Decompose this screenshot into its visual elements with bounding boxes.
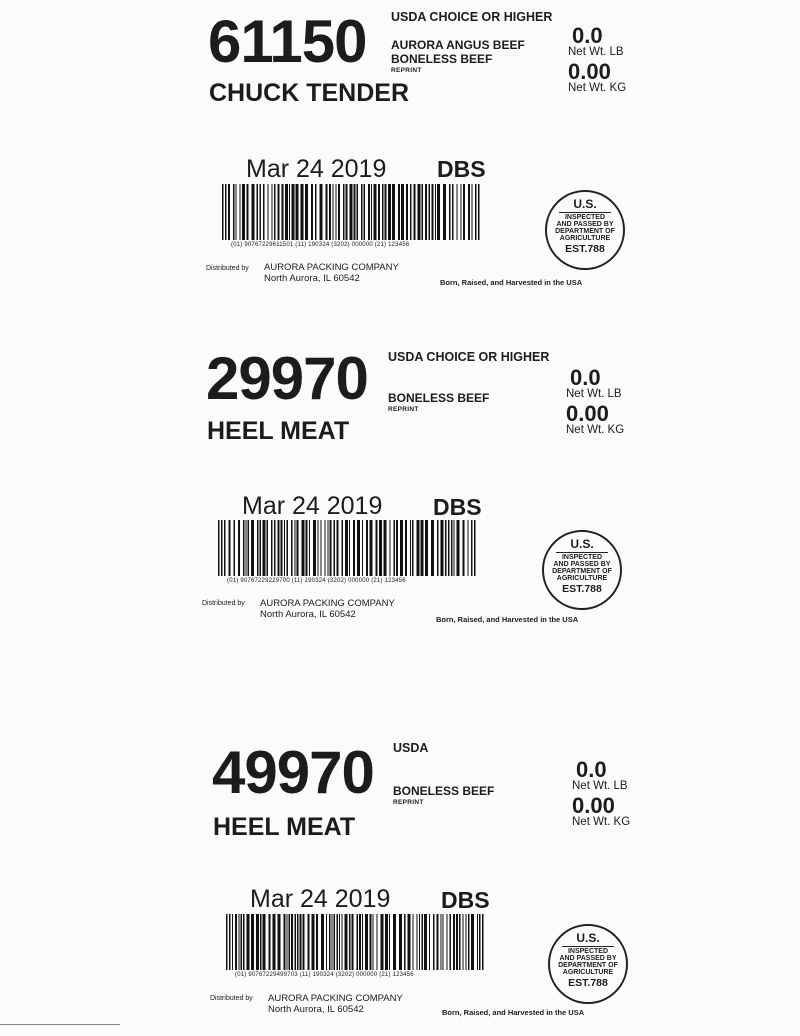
company-city: North Aurora, IL 60542 bbox=[260, 608, 356, 620]
meat-label-1 bbox=[0, 0, 800, 300]
seal-us: U.S. bbox=[576, 931, 600, 945]
barcode-bars bbox=[216, 520, 478, 576]
company-block bbox=[264, 263, 399, 285]
barcode-bars bbox=[220, 184, 482, 240]
company-name: AURORA PACKING COMPANY bbox=[268, 993, 403, 1004]
weight-lb-value: 0.0 bbox=[576, 757, 607, 782]
usda-inspection-seal bbox=[548, 924, 628, 1004]
weight-kg-unit: Net Wt. KG bbox=[566, 423, 625, 436]
origin-statement: Born, Raised, and Harvested in the USA bbox=[440, 278, 583, 287]
seal-est: EST.788 bbox=[565, 243, 605, 255]
seal-line-4: AGRICULTURE bbox=[556, 575, 608, 582]
company-block bbox=[260, 599, 395, 621]
scan-edge-line bbox=[0, 1024, 120, 1025]
grade-text: USDA bbox=[393, 741, 429, 755]
distributed-by: Distributed by bbox=[202, 600, 245, 607]
origin-statement: Born, Raised, and Harvested in the USA bbox=[442, 1008, 585, 1017]
weight-kg-value: 0.00 bbox=[572, 792, 615, 818]
meat-label-2 bbox=[0, 338, 800, 638]
seal-line-2: AND PASSED BY bbox=[556, 221, 614, 228]
weight-block bbox=[572, 759, 630, 828]
seal-us: U.S. bbox=[573, 197, 597, 211]
product-code: 49970 bbox=[212, 739, 374, 806]
seal-line-3: DEPARTMENT OF bbox=[552, 568, 612, 575]
seal-line-1: INSPECTED bbox=[564, 214, 606, 221]
pack-date: Mar 24 2019 bbox=[250, 885, 391, 913]
barcode-human-readable: (01) 90767229611501 (11) 190324 (3202) 000000 (21) 123456 bbox=[231, 242, 410, 248]
product-type: BONELESS BEEF bbox=[393, 784, 495, 798]
cut-name: HEEL MEAT bbox=[213, 813, 356, 841]
brand-name: AURORA ANGUS BEEF bbox=[391, 38, 525, 52]
seal-line-2: AND PASSED BY bbox=[559, 955, 617, 962]
pack-date: Mar 24 2019 bbox=[242, 492, 383, 520]
seal-est: EST.788 bbox=[562, 583, 602, 595]
weight-lb-unit: Net Wt. LB bbox=[572, 780, 628, 792]
usda-inspection-seal bbox=[545, 190, 625, 270]
weight-lb-value: 0.0 bbox=[572, 23, 603, 48]
seal-us: U.S. bbox=[570, 537, 594, 551]
brand-block bbox=[393, 785, 494, 806]
reprint-text: REPRINT bbox=[388, 405, 419, 413]
product-code: 29970 bbox=[206, 345, 368, 412]
weight-kg-value: 0.00 bbox=[566, 400, 609, 426]
seal-est: EST.788 bbox=[568, 977, 608, 989]
grade-text: USDA CHOICE OR HIGHER bbox=[391, 10, 553, 24]
weight-lb-unit: Net Wt. LB bbox=[566, 388, 622, 400]
cut-name: HEEL MEAT bbox=[207, 417, 350, 445]
distributed-by: Distributed by bbox=[210, 995, 253, 1002]
weight-block bbox=[566, 367, 624, 436]
brand-block bbox=[391, 39, 525, 74]
weight-kg-value: 0.00 bbox=[568, 58, 611, 84]
company-city: North Aurora, IL 60542 bbox=[268, 1003, 364, 1015]
product-type: BONELESS BEEF bbox=[388, 391, 490, 405]
dbs-code: DBS bbox=[441, 887, 490, 913]
seal-line-4: AGRICULTURE bbox=[559, 235, 611, 242]
meat-label-3 bbox=[0, 735, 800, 1025]
weight-block bbox=[568, 25, 626, 94]
dbs-code: DBS bbox=[437, 156, 486, 182]
pack-date: Mar 24 2019 bbox=[246, 155, 387, 183]
barcode-human-readable: (01) 90767229499703 (11) 190324 (3202) 000000 (21) 123456 bbox=[235, 972, 414, 978]
weight-lb-value: 0.0 bbox=[570, 365, 601, 390]
barcode-human-readable: (01) 90767229229700 (11) 190324 (3202) 000000 (21) 123456 bbox=[227, 578, 406, 584]
company-name: AURORA PACKING COMPANY bbox=[264, 262, 399, 273]
origin-statement: Born, Raised, and Harvested in the USA bbox=[436, 615, 579, 624]
usda-inspection-seal bbox=[542, 530, 622, 610]
barcode bbox=[220, 184, 482, 240]
company-block bbox=[268, 994, 403, 1016]
seal-line-4: AGRICULTURE bbox=[562, 969, 614, 976]
seal-line-3: DEPARTMENT OF bbox=[555, 228, 615, 235]
grade-text: USDA CHOICE OR HIGHER bbox=[388, 350, 550, 364]
barcode-bars bbox=[224, 914, 486, 970]
seal-line-1: INSPECTED bbox=[561, 554, 603, 561]
company-city: North Aurora, IL 60542 bbox=[264, 272, 360, 284]
seal-line-3: DEPARTMENT OF bbox=[558, 962, 618, 969]
dbs-code: DBS bbox=[433, 494, 482, 520]
brand-block bbox=[388, 392, 489, 413]
product-type: BONELESS BEEF bbox=[391, 51, 493, 66]
product-code: 61150 bbox=[208, 8, 367, 75]
reprint-text: REPRINT bbox=[393, 798, 424, 806]
distributed-by: Distributed by bbox=[206, 265, 249, 272]
seal-line-1: INSPECTED bbox=[567, 948, 609, 955]
barcode bbox=[224, 914, 486, 970]
seal-line-2: AND PASSED BY bbox=[553, 561, 611, 568]
weight-kg-unit: Net Wt. KG bbox=[568, 81, 627, 94]
weight-kg-unit: Net Wt. KG bbox=[572, 815, 631, 828]
cut-name: CHUCK TENDER bbox=[209, 79, 409, 107]
company-name: AURORA PACKING COMPANY bbox=[260, 598, 395, 609]
reprint-text: REPRINT bbox=[391, 66, 422, 74]
weight-lb-unit: Net Wt. LB bbox=[568, 46, 624, 58]
barcode bbox=[216, 520, 478, 576]
